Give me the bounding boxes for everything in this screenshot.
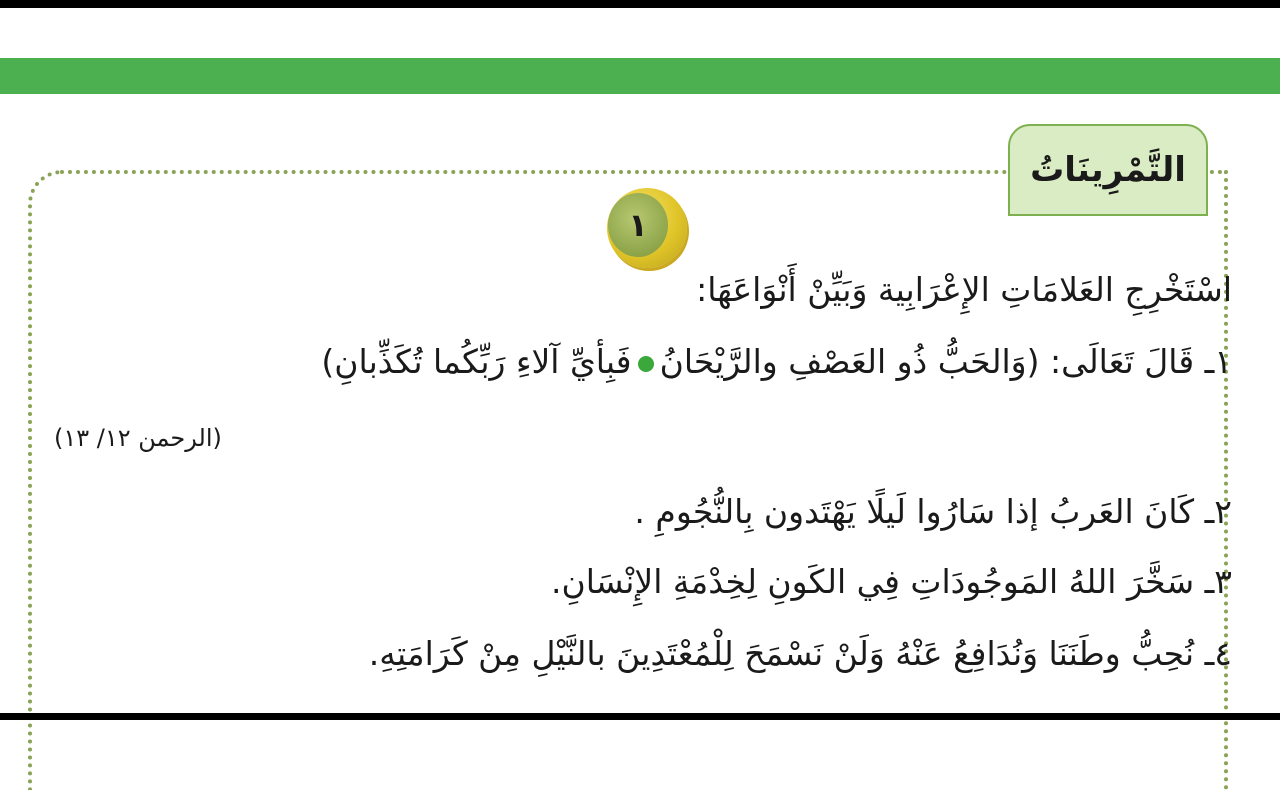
question-3: ٣ـ سَخَّرَ اللهُ المَوجُودَاتِ فِي الكَونِ لِخِدْمَةِ الإِنْسَانِ.	[550, 562, 1232, 601]
question-1-part-1: ١ـ قَالَ تَعَالَى: (وَالحَبُّ ذُو العَصْفِ والرَّيْحَانُ	[659, 342, 1232, 381]
verse-separator-dot-icon	[638, 356, 654, 372]
question-4: ٤ـ نُحِبُّ وطَنَنَا وَنُدَافِعُ عَنْهُ وَلَنْ نَسْمَحَ لِلْمُعْتَدِينَ بالنَّيْلِ مِنْ كَرَامَتِهِ.	[368, 634, 1232, 673]
question-1-citation: (الرحمن ١٢/ ١٣)	[54, 424, 222, 452]
top-black-bar	[0, 0, 1280, 8]
bottom-black-bar	[0, 713, 1280, 720]
section-title-tab	[1008, 124, 1208, 216]
section-title: التَّمْرِينَاتُ	[1030, 150, 1186, 190]
instruction-text: اسْتَخْرِجِ العَلامَاتِ الإِعْرَابِية وَبَيِّنْ أَنْوَاعَهَا:	[696, 270, 1232, 309]
question-2: ٢ـ كَانَ العَربُ إذا سَارُوا لَيلًا يَهْتَدون بِالنُّجُومِ .	[634, 492, 1232, 531]
exercise-number-circle	[608, 193, 668, 257]
question-1-part-2: فَبِأيِّ آلاءِ رَبِّكُما تُكَذِّبانِ)	[321, 342, 632, 381]
green-header-band	[0, 58, 1280, 94]
exercise-number: ١	[628, 206, 648, 244]
question-1	[321, 342, 1232, 381]
